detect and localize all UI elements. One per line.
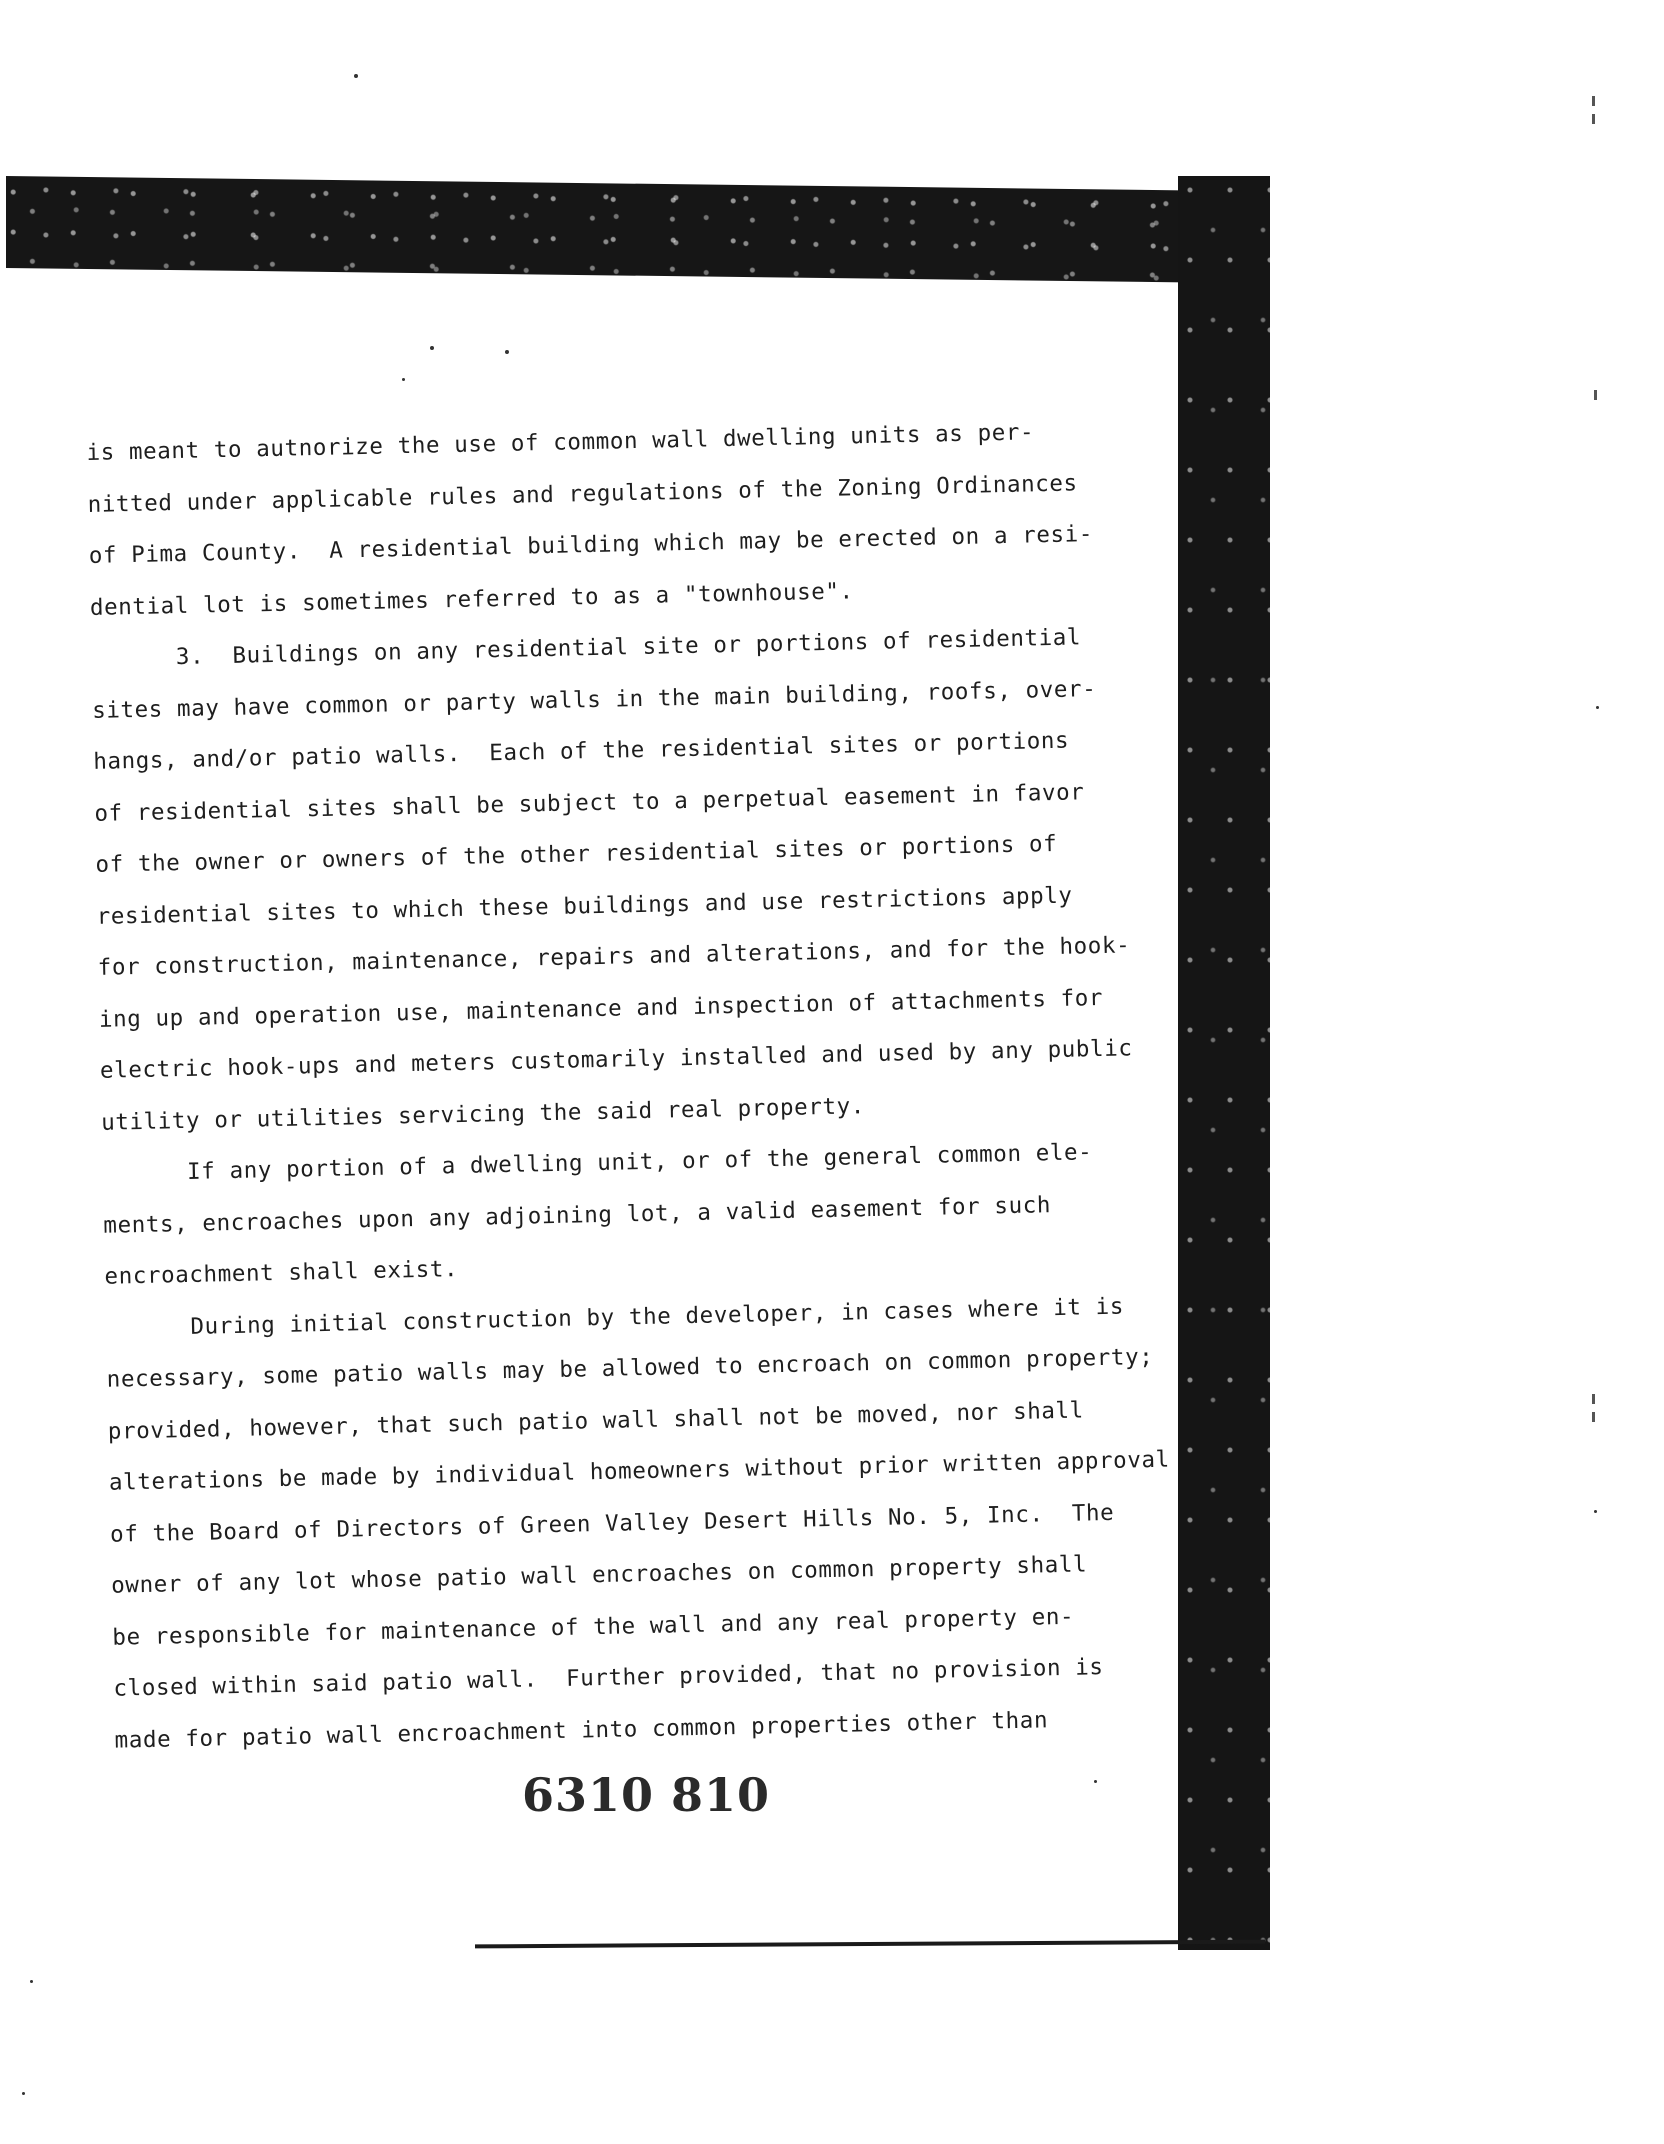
text-line: dential lot is sometimes referred to as a "townhouse". xyxy=(89,577,854,621)
text-line: electric hook-ups and meters customarily installed and used by any public xyxy=(99,1035,1133,1084)
scan-speck xyxy=(354,74,358,78)
text-line: alterations be made by individual homeowners without prior written approval xyxy=(108,1446,1171,1496)
text-line: ments, encroaches upon any adjoining lot, a valid easement for such xyxy=(103,1191,1052,1239)
text-line: of the owner or owners of the other residential sites or portions of xyxy=(95,830,1058,878)
text-line: of the Board of Directors of Green Valley Desert Hills No. 5, Inc. The xyxy=(109,1499,1115,1548)
text-line: residential sites to which these buildings and use restrictions apply xyxy=(96,882,1073,930)
margin-mark xyxy=(1592,114,1595,124)
text-line: provided, however, that such patio wall shall not be moved, nor shall xyxy=(107,1396,1085,1445)
text-line: encroachment shall exist. xyxy=(104,1256,459,1290)
text-line: closed within said patio wall. Further provided, that no provision is xyxy=(113,1654,1104,1702)
text-line: hangs, and/or patio walls. Each of the residential sites or portions xyxy=(93,727,1070,775)
text-line: be responsible for maintenance of the wall and any real property en- xyxy=(112,1603,1075,1651)
scan-speck xyxy=(22,2092,25,2095)
text-line: is meant to autnorize the use of common wall dwelling units as per- xyxy=(86,419,1035,466)
text-line: owner of any lot whose patio wall encroaches on common property shall xyxy=(110,1551,1088,1599)
text-line: of residential sites shall be subject to a perpetual easement in favor xyxy=(94,778,1085,827)
text-line: for construction, maintenance, repairs and alterations, and for the hook- xyxy=(97,932,1131,981)
text-line: made for patio wall encroachment into common properties other than xyxy=(114,1706,1049,1754)
text-line: utility or utilities servicing the said real property. xyxy=(100,1092,866,1136)
text-line: necessary, some patio walls may be allowed to encroach on common property; xyxy=(106,1343,1154,1393)
margin-mark xyxy=(1592,96,1595,106)
scan-speck xyxy=(1594,1510,1597,1513)
margin-mark xyxy=(1594,390,1597,400)
scan-speck xyxy=(30,1980,33,1983)
text-line: ing up and operation use, maintenance and inspection of attachments for xyxy=(98,984,1104,1033)
text-line: nitted under applicable rules and regulations of the Zoning Ordinances xyxy=(87,469,1078,518)
margin-mark xyxy=(1592,1394,1595,1404)
margin-mark xyxy=(1592,1412,1595,1422)
text-line: of Pima County. A residential building which may be erected on a resi- xyxy=(88,521,1094,569)
text-line: 3. Buildings on any residential site or portions of residential xyxy=(90,624,1082,672)
scan-speck xyxy=(1094,1780,1097,1783)
document-page-number: 6310 810 xyxy=(522,1768,771,1822)
scan-speck xyxy=(430,346,434,350)
scan-border-right xyxy=(1178,176,1270,1950)
scan-border-bottom xyxy=(475,1940,1265,1949)
text-line: During initial construction by the developer, in cases where it is xyxy=(105,1293,1125,1342)
scan-speck xyxy=(505,350,509,354)
scan-speck xyxy=(1596,706,1599,709)
text-line: If any portion of a dwelling unit, or of the general common ele- xyxy=(101,1139,1093,1187)
scan-speck xyxy=(402,378,405,381)
scan-border-top xyxy=(6,176,1270,283)
document-body xyxy=(86,406,1171,1766)
text-line: sites may have common or party walls in the main building, roofs, over- xyxy=(91,675,1097,724)
